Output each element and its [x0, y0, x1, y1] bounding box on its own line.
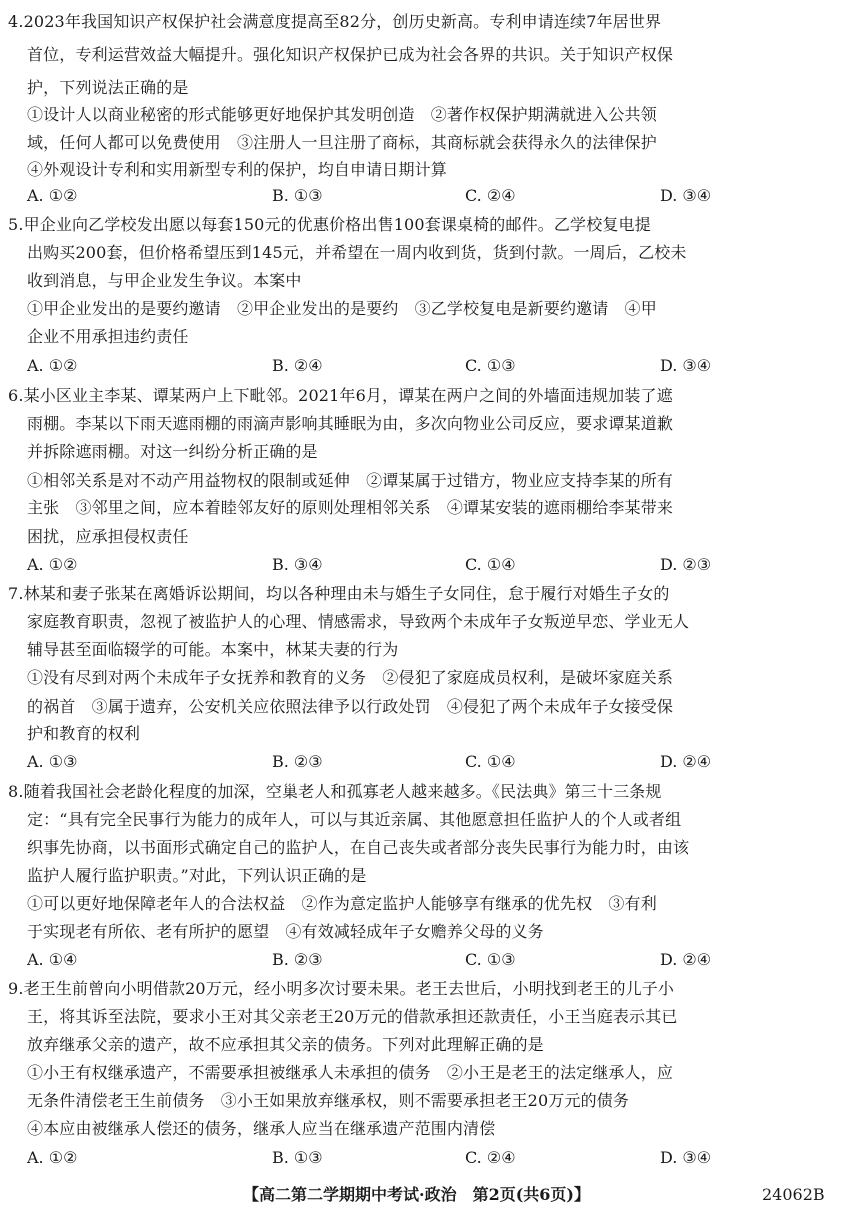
question-text-line: 8.随着我国社会老龄化程度的加深，空巢老人和孤寡老人越来越多。《民法典》第三十三条规	[8, 782, 662, 801]
option-d[interactable]: D. ②④	[660, 752, 712, 771]
choice-text-line: 于实现老有所依、老有所护的愿望 ④有效减轻成年子女赡养父母的义务	[27, 922, 544, 941]
option-a[interactable]: A. ①②	[27, 186, 78, 205]
option-d[interactable]: D. ②③	[660, 555, 712, 574]
option-c[interactable]: C. ①③	[465, 356, 516, 375]
choice-text-line: ①甲企业发出的是要约邀请 ②甲企业发出的是要约 ③乙学校复电是新要约邀请 ④甲	[27, 299, 657, 318]
question-text-line: 6.某小区业主李某、谭某两户上下毗邻。2021年6月，谭某在两户之间的外墙面违规加装了遮	[8, 386, 673, 405]
option-b[interactable]: B. ②③	[272, 950, 323, 969]
question-text-line: 护，下列说法正确的是	[27, 78, 189, 97]
option-a[interactable]: A. ①②	[27, 356, 78, 375]
choice-text-line: ①可以更好地保障老年人的合法权益 ②作为意定监护人能够享有继承的优先权 ③有利	[27, 894, 657, 913]
question-text-line: 放弃继承父亲的遗产，故不应承担其父亲的债务。下列对此理解正确的是	[27, 1035, 544, 1054]
choice-text-line: 无条件清偿老王生前债务 ③小王如果放弃继承权，则不需要承担老王20万元的债务	[27, 1091, 630, 1110]
choice-text-line: ①没有尽到对两个未成年子女抚养和教育的义务 ②侵犯了家庭成员权利，是破坏家庭关系	[27, 668, 674, 687]
footer-title: 【高二第二学期期中考试·政治 第2页(共6页)】	[243, 1185, 590, 1204]
choice-text-line: ①相邻关系是对不动产用益物权的限制或延伸 ②谭某属于过错方，物业应支持李某的所有	[27, 471, 674, 490]
question-text-line: 4.2023年我国知识产权保护社会满意度提高至82分，创历史新高。专利申请连续7年居世界	[8, 12, 662, 31]
page-footer	[0, 1184, 860, 1208]
option-a[interactable]: A. ①②	[27, 555, 78, 574]
choice-text-line: ①小王有权继承遗产，不需要承担被继承人未承担的债务 ②小王是老王的法定继承人，应	[27, 1063, 674, 1082]
option-b[interactable]: B. ②④	[272, 356, 323, 375]
option-c[interactable]: C. ①④	[465, 752, 516, 771]
choice-text-line: ④外观设计专利和实用新型专利的保护，均自申请日期计算	[27, 160, 447, 179]
question-text-line: 首位，专利运营效益大幅提升。强化知识产权保护已成为社会各界的共识。关于知识产权保	[27, 45, 674, 64]
question-text-line: 9.老王生前曾向小明借款20万元，经小明多次讨要未果。老王去世后，小明找到老王的儿子小	[8, 979, 675, 998]
option-c[interactable]: C. ①④	[465, 555, 516, 574]
option-b[interactable]: B. ②③	[272, 752, 323, 771]
choice-text-line: 域，任何人都可以免费使用 ③注册人一旦注册了商标，其商标就会获得永久的法律保护	[27, 133, 657, 152]
option-b[interactable]: B. ①③	[272, 1148, 323, 1167]
choice-text-line: 困扰，应承担侵权责任	[27, 527, 189, 546]
option-a[interactable]: A. ①②	[27, 1148, 78, 1167]
option-c[interactable]: C. ②④	[465, 1148, 516, 1167]
option-c[interactable]: C. ①③	[465, 950, 516, 969]
choice-text-line: ④本应由被继承人偿还的债务，继承人应当在继承遗产范围内清偿	[27, 1119, 496, 1138]
option-d[interactable]: D. ③④	[660, 356, 712, 375]
question-text-line: 出购买200套，但价格希望压到145元，并希望在一周内收到货，货到付款。一周后，乙校未	[27, 243, 687, 262]
choice-text-line: 的祸首 ③属于遗弃，公安机关应依照法律予以行政处罚 ④侵犯了两个未成年子女接受保	[27, 697, 674, 716]
question-text-line: 7.林某和妻子张某在离婚诉讼期间，均以各种理由未与婚生子女同住，怠于履行对婚生子女的	[8, 584, 670, 603]
question-text-line: 家庭教育职责，忽视了被监护人的心理、情感需求，导致两个未成年子女叛逆早恋、学业无人	[27, 612, 690, 631]
exam-code: 24062B	[762, 1185, 825, 1204]
question-text-line: 定：“具有完全民事行为能力的成年人，可以与其近亲属、其他愿意担任监护人的个人或者组	[27, 810, 682, 829]
question-text-line: 5.甲企业向乙学校发出愿以每套150元的优惠价格出售100套课桌椅的邮件。乙学校复电提	[8, 215, 651, 234]
option-d[interactable]: D. ③④	[660, 1148, 712, 1167]
option-a[interactable]: A. ①③	[27, 752, 78, 771]
question-text-line: 监护人履行监护职责。”对此，下列认识正确的是	[27, 866, 367, 885]
question-text-line: 收到消息，与甲企业发生争议。本案中	[27, 271, 302, 290]
choice-text-line: 企业不用承担违约责任	[27, 327, 189, 346]
option-b[interactable]: B. ③④	[272, 555, 323, 574]
question-text-line: 并拆除遮雨棚。对这一纠纷分析正确的是	[27, 442, 318, 461]
option-c[interactable]: C. ②④	[465, 186, 516, 205]
question-text-line: 雨棚。李某以下雨天遮雨棚的雨滴声影响其睡眠为由，多次向物业公司反应，要求谭某道歉	[27, 414, 674, 433]
choice-text-line: 护和教育的权利	[27, 724, 141, 743]
choice-text-line: 主张 ③邻里之间，应本着睦邻友好的原则处理相邻关系 ④谭某安装的遮雨棚给李某带来	[27, 498, 674, 517]
question-text-line: 辅导甚至面临辍学的可能。本案中，林某夫妻的行为	[27, 640, 399, 659]
question-text-line: 王，将其诉至法院，要求小王对其父亲老王20万元的借款承担还款责任，小王当庭表示其已	[27, 1007, 678, 1026]
question-text-line: 织事先协商，以书面形式确定自己的监护人，在自己丧失或者部分丧失民事行为能力时，由该	[27, 838, 690, 857]
choice-text-line: ①设计人以商业秘密的形式能够更好地保护其发明创造 ②著作权保护期满就进入公共领	[27, 105, 657, 124]
option-d[interactable]: D. ③④	[660, 186, 712, 205]
option-b[interactable]: B. ①③	[272, 186, 323, 205]
option-d[interactable]: D. ②④	[660, 950, 712, 969]
option-a[interactable]: A. ①④	[27, 950, 78, 969]
